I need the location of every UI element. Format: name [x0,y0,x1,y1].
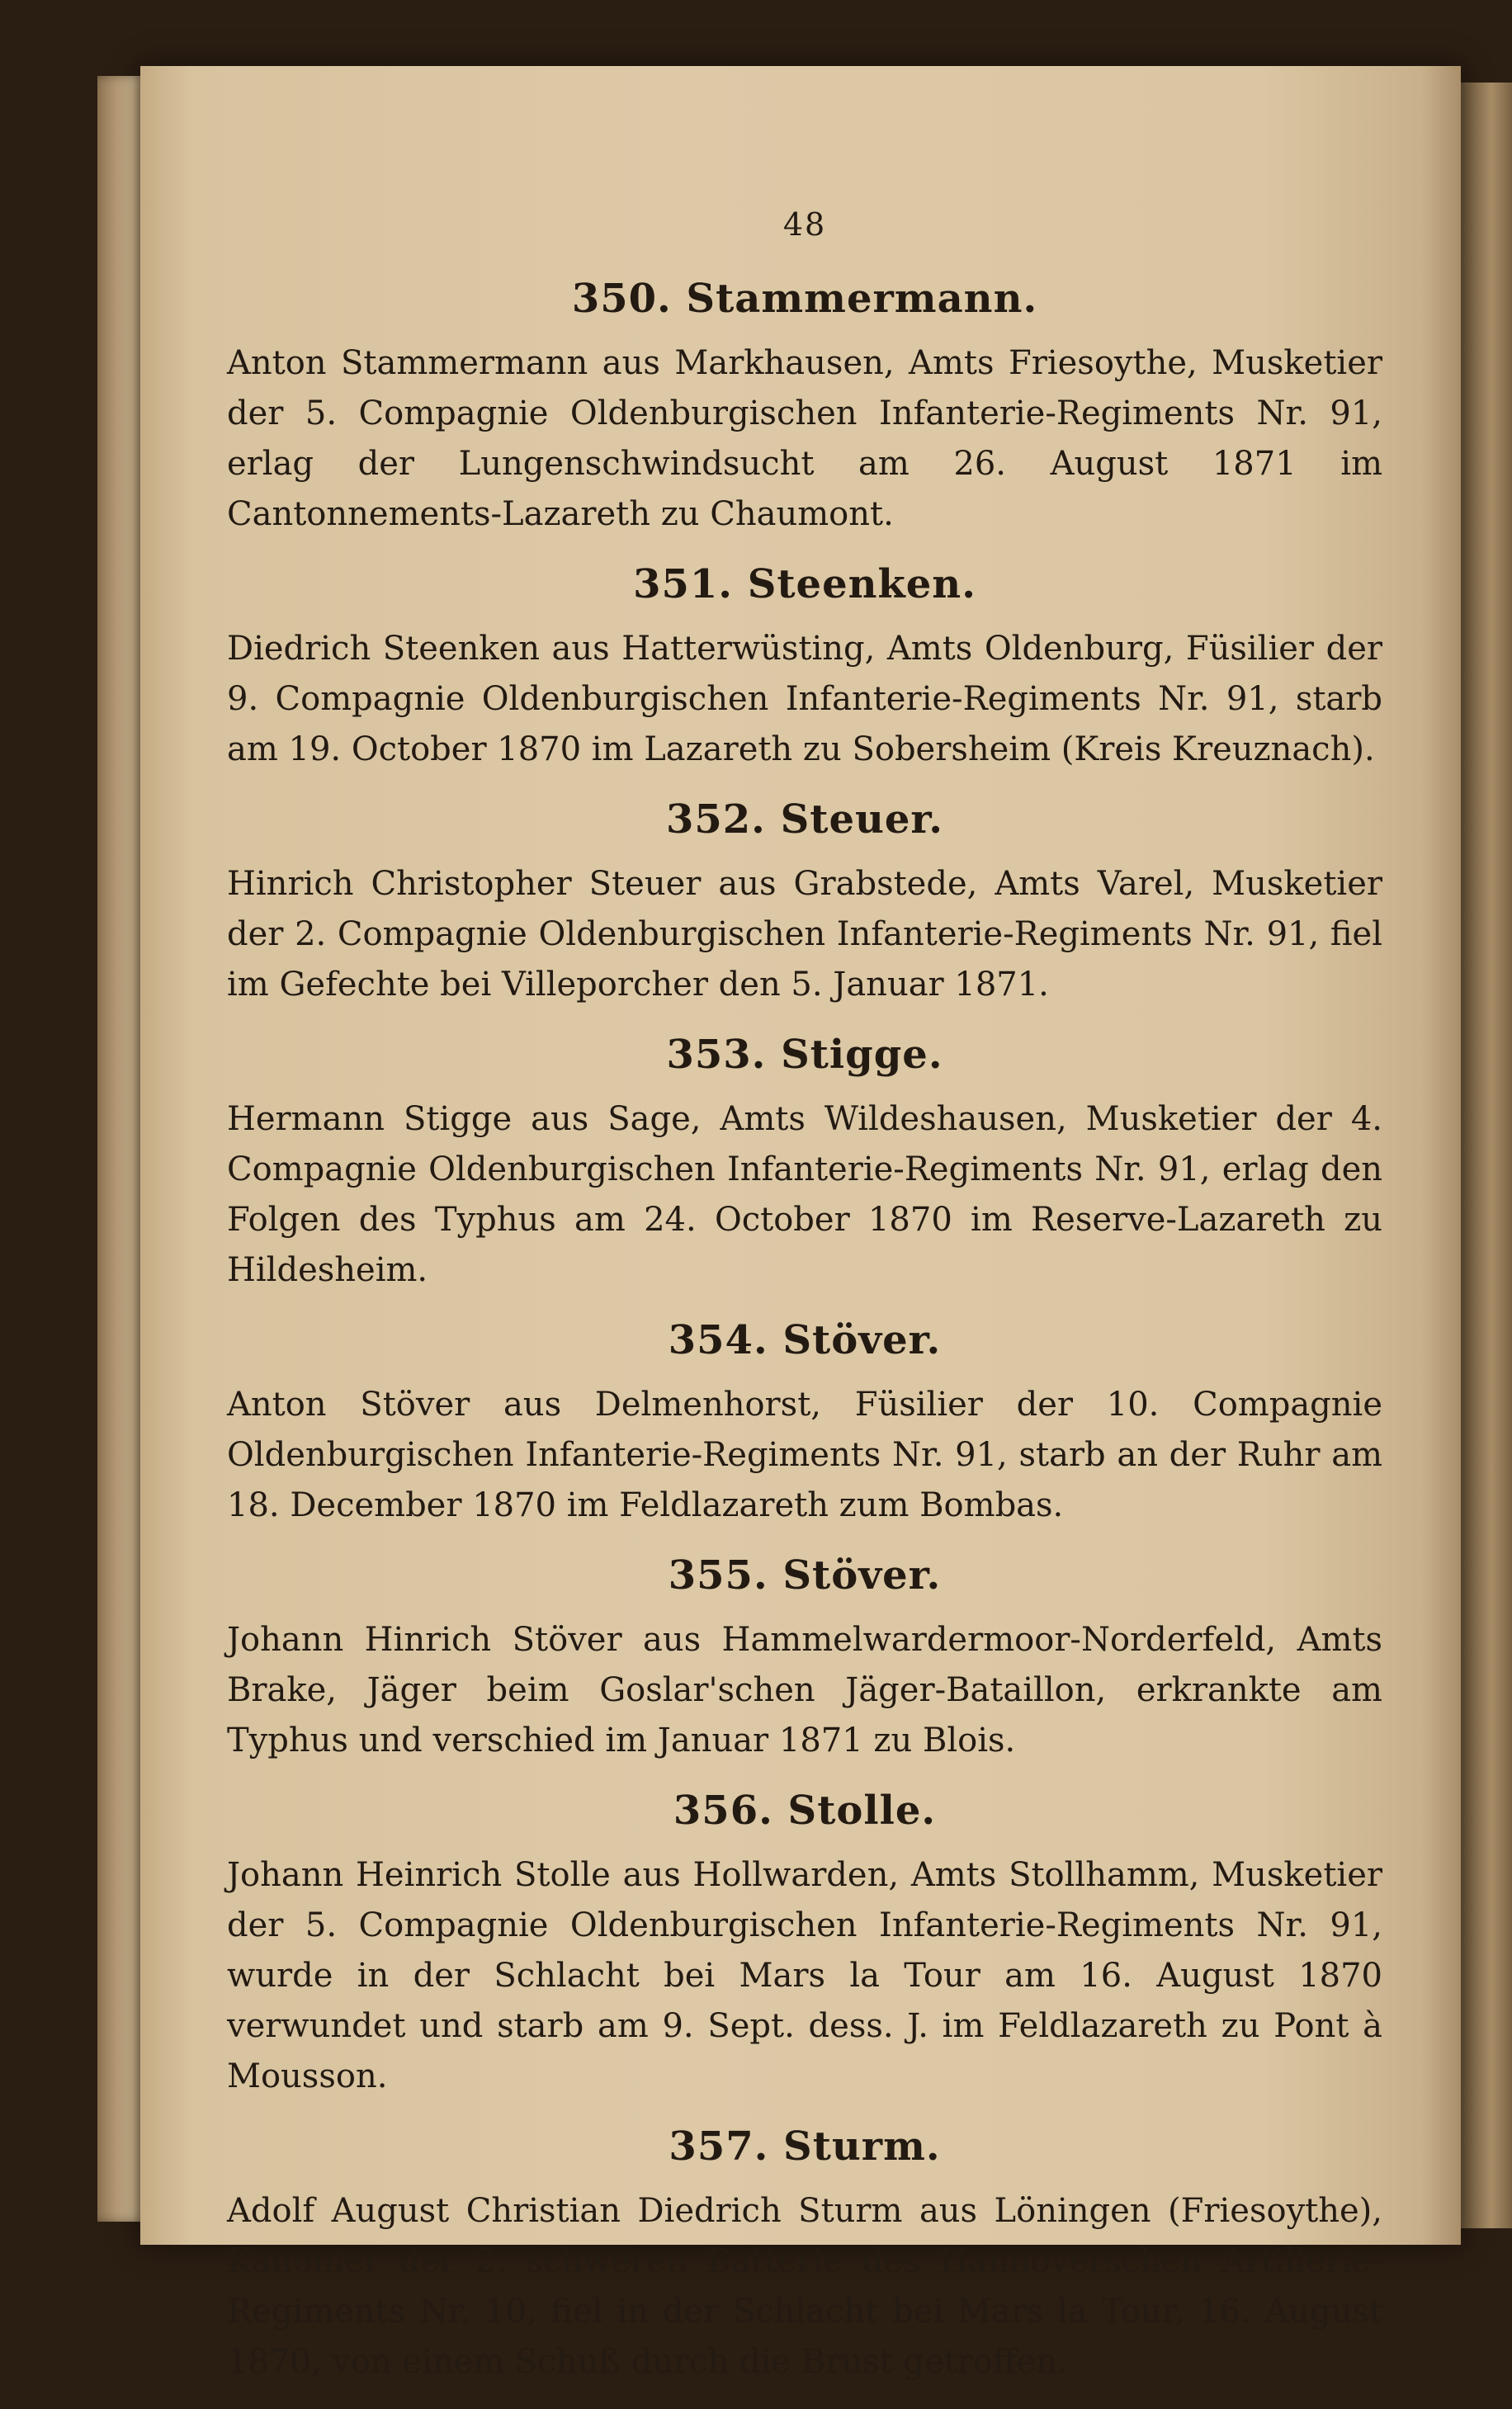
entry-350 [227,276,1382,540]
entry-heading: 356. Stolle. [673,1788,937,1834]
entry-text: Anton Stöver aus Delmenhorst, Füsilier der 10. Compagnie Oldenburgischen Infanterie-Regiments Nr. 91, starb an der Ruhr am 18. December 1870 im Feldlazareth zum Bombas. [227,1386,1382,1524]
page-content [227,206,1382,2409]
entry-heading: 357. Sturm. [669,2123,941,2170]
entry-353 [227,1032,1382,1296]
entry-351 [227,561,1382,775]
entry-heading: 351. Steenken. [633,561,976,607]
entry-text: Adolf August Christian Diedrich Sturm aus Löningen (Friesoythe), Kanonier der 2. schweren Batterie des Hannoverschen Artillerie-Regiments Nr. 10, fiel in der Schlacht bei Mars la Tour, 16. August 1870, von einem Schuß durch die Brust getroffen. [227,2192,1382,2381]
entry-text: Diedrich Steenken aus Hatterwüsting, Amts Oldenburg, Füsilier der 9. Compagnie Oldenburgischen Infanterie-Regiments Nr. 91, starb am 19. October 1870 im Lazareth zu Sobersheim (Kreis Kreuznach). [227,630,1382,768]
book-right-edge [1461,83,1512,2228]
entry-357 [227,2123,1382,2388]
entry-text: Johann Heinrich Stolle aus Hollwarden, Amts Stollhamm, Musketier der 5. Compagnie Oldenburgischen Infanterie-Regiments Nr. 91, wurde in der Schlacht bei Mars la Tour am 16. August 1870 verwundet und starb am 9. Sept. dess. J. im Feldlazareth zu Pont à Mousson. [227,1856,1382,2095]
entry-heading: 352. Steuer. [665,796,944,843]
entry-352 [227,796,1382,1010]
page-number: 48 [782,206,827,243]
entry-heading: 350. Stammermann. [571,276,1038,322]
entry-heading: 353. Stigge. [666,1032,943,1078]
entry-text: Johann Hinrich Stöver aus Hammelwardermoor-Norderfeld, Amts Brake, Jäger beim Goslar'schen Jäger-Bataillon, erkrankte am Typhus und verschied im Januar 1871 zu Blois. [227,1621,1382,1760]
entry-heading: 354. Stöver. [668,1317,942,1363]
book-left-edge [97,76,147,2222]
entry-text: Hermann Stigge aus Sage, Amts Wildeshausen, Musketier der 4. Compagnie Oldenburgischen Infanterie-Regiments Nr. 91, erlag den Folgen des Typhus am 24. October 1870 im Reserve-Lazareth zu Hildesheim. [227,1100,1382,1289]
entry-355 [227,1552,1382,1766]
entry-heading: 355. Stöver. [668,1552,942,1599]
entry-354 [227,1317,1382,1531]
entry-356 [227,1788,1382,2102]
entry-text: Hinrich Christopher Steuer aus Grabstede, Amts Varel, Musketier der 2. Compagnie Oldenburgischen Infanterie-Regiments Nr. 91, fiel im Gefechte bei Villeporcher den 5. Januar 1871. [227,865,1382,1004]
entry-text: Anton Stammermann aus Markhausen, Amts Friesoythe, Musketier der 5. Compagnie Oldenburgischen Infanterie-Regiments Nr. 91, erlag der Lungenschwindsucht am 26. August 1871 im Cantonnements-Lazareth zu Chaumont. [227,344,1382,533]
